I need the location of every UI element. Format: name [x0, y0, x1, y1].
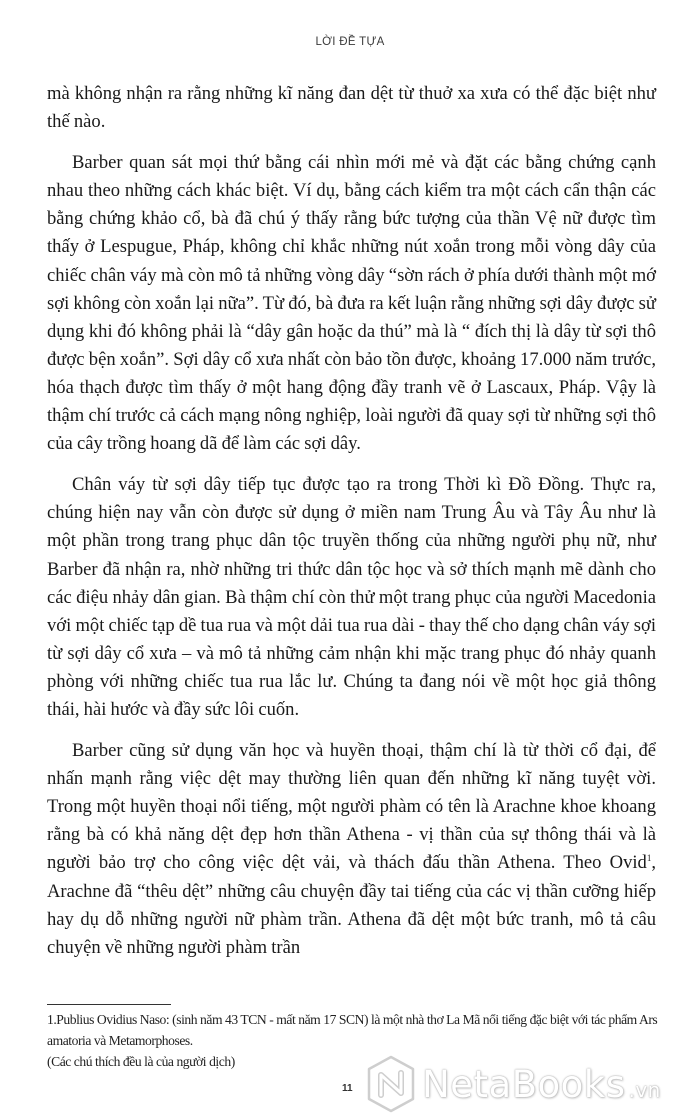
- page-number: 11: [342, 1083, 353, 1094]
- body-text: [47, 80, 656, 962]
- paragraph-4: [47, 737, 656, 962]
- netabooks-hexagon-logo-icon: [366, 1055, 416, 1113]
- paragraph-3: Chân váy từ sợi dây tiếp tục được tạo ra trong Thời kì Đồ Đồng. Thực ra, chúng hiện nay vẫn còn được sử dụng ở miền nam Trung Âu và Tây Âu như là một phần trong trang phục dân tộc truyền thống của những người phụ nữ, như Barber đã nhận ra, nhờ những tri thức dân tộc học và sở thích mạnh mẽ dành cho các điệu nhảy dân gian. Bà thậm chí còn thử một trang phục của người Macedonia với một chiếc tạp dề tua rua và một dải tua rua dài - thay thế cho dạng chân váy sợi từ sợi dây cổ xưa – và mô tả những cảm nhận khi mặc trang phục đó nhảy quanh phòng với những chiếc tua rua lắc lư. Chúng ta đang nói về một học giả thông thái, hài hước và đầy sức lôi cuốn.: [47, 474, 656, 720]
- paragraph-2: Barber quan sát mọi thứ bằng cái nhìn mới mẻ và đặt các bằng chứng cạnh nhau theo những cách khác biệt. Ví dụ, bằng cách kiểm tra một cách cẩn thận các bằng chứng khảo cổ, bà đã chú ý thấy rằng bức tượng của thần Vệ nữ được tìm thấy ở Lespugue, Pháp, không chỉ khắc những nút xoắn trong mỗi vòng dây của chiếc chân váy mà còn mô tả những vòng dây “sờn rách ở phía dưới thành một mớ sợi không còn xoắn lại nữa”. Từ đó, bà đưa ra kết luận rằng những sợi dây được sử dụng khi đó không phải là “dây gân hoặc da thú” mà là “ đích thị là dây từ sợi thô được bện xoắn”. Sợi dây cổ xưa nhất còn bảo tồn được, khoảng 17.000 năm trước, hóa thạch được tìm thấy ở một hang động đầy tranh vẽ ở Lascaux, Pháp. Vậy là thậm chí trước cả cách mạng nông nghiệp, loài người đã quay sợi từ những sợi thô của cây trồng hoang dã để làm các sợi dây.: [47, 152, 656, 455]
- paragraph-4-text-after-note: , Arachne đã “thêu dệt” những câu chuyện đầy tai tiếng của các vị thần cưỡng hiếp hay dụ dỗ những người nữ phàm trần. Athena đã dệt một bức tranh, mô tả câu chuyện về những người phàm trần: [47, 852, 656, 958]
- paragraph-4-text-before-note: Barber cũng sử dụng văn học và huyền thoại, thậm chí là từ thời cổ đại, để nhấn mạnh rằng việc dệt may thường liên quan đến những kĩ năng tuyệt vời. Trong một huyền thoại nổi tiếng, một người phàm có tên là Arachne khoe khoang rằng bà có khả năng dệt đẹp hơn thần Athena - vị thần của sự thông thái và là người bảo trợ cho công việc dệt vải, và thách đấu thần Athena. Theo Ovid: [47, 740, 656, 874]
- watermark: [366, 1052, 661, 1116]
- footnote-separator: [47, 1004, 171, 1005]
- watermark-suffix: .vn: [628, 1077, 661, 1102]
- running-header-title: LỜI ĐỀ TỰA: [315, 36, 385, 48]
- paragraph-1: mà không nhận ra rằng những kĩ năng đan dệt từ thuở xa xưa có thể đặc biệt như thế nào.: [47, 83, 656, 133]
- footnote-1: 1.Publius Ovidius Naso: (sinh năm 43 TCN - mất năm 17 SCN) là một nhà thơ La Mã nổi tiếng đặc biệt với tác phẩm Ars amatoria và Metamorphoses.: [47, 1012, 658, 1048]
- footnote-reference: 1: [646, 853, 652, 864]
- watermark-brand-name: NetaBooks: [422, 1062, 626, 1106]
- footnote-translator-note: (Các chú thích đều là của người dịch): [47, 1054, 235, 1069]
- watermark-brand: [422, 1063, 661, 1106]
